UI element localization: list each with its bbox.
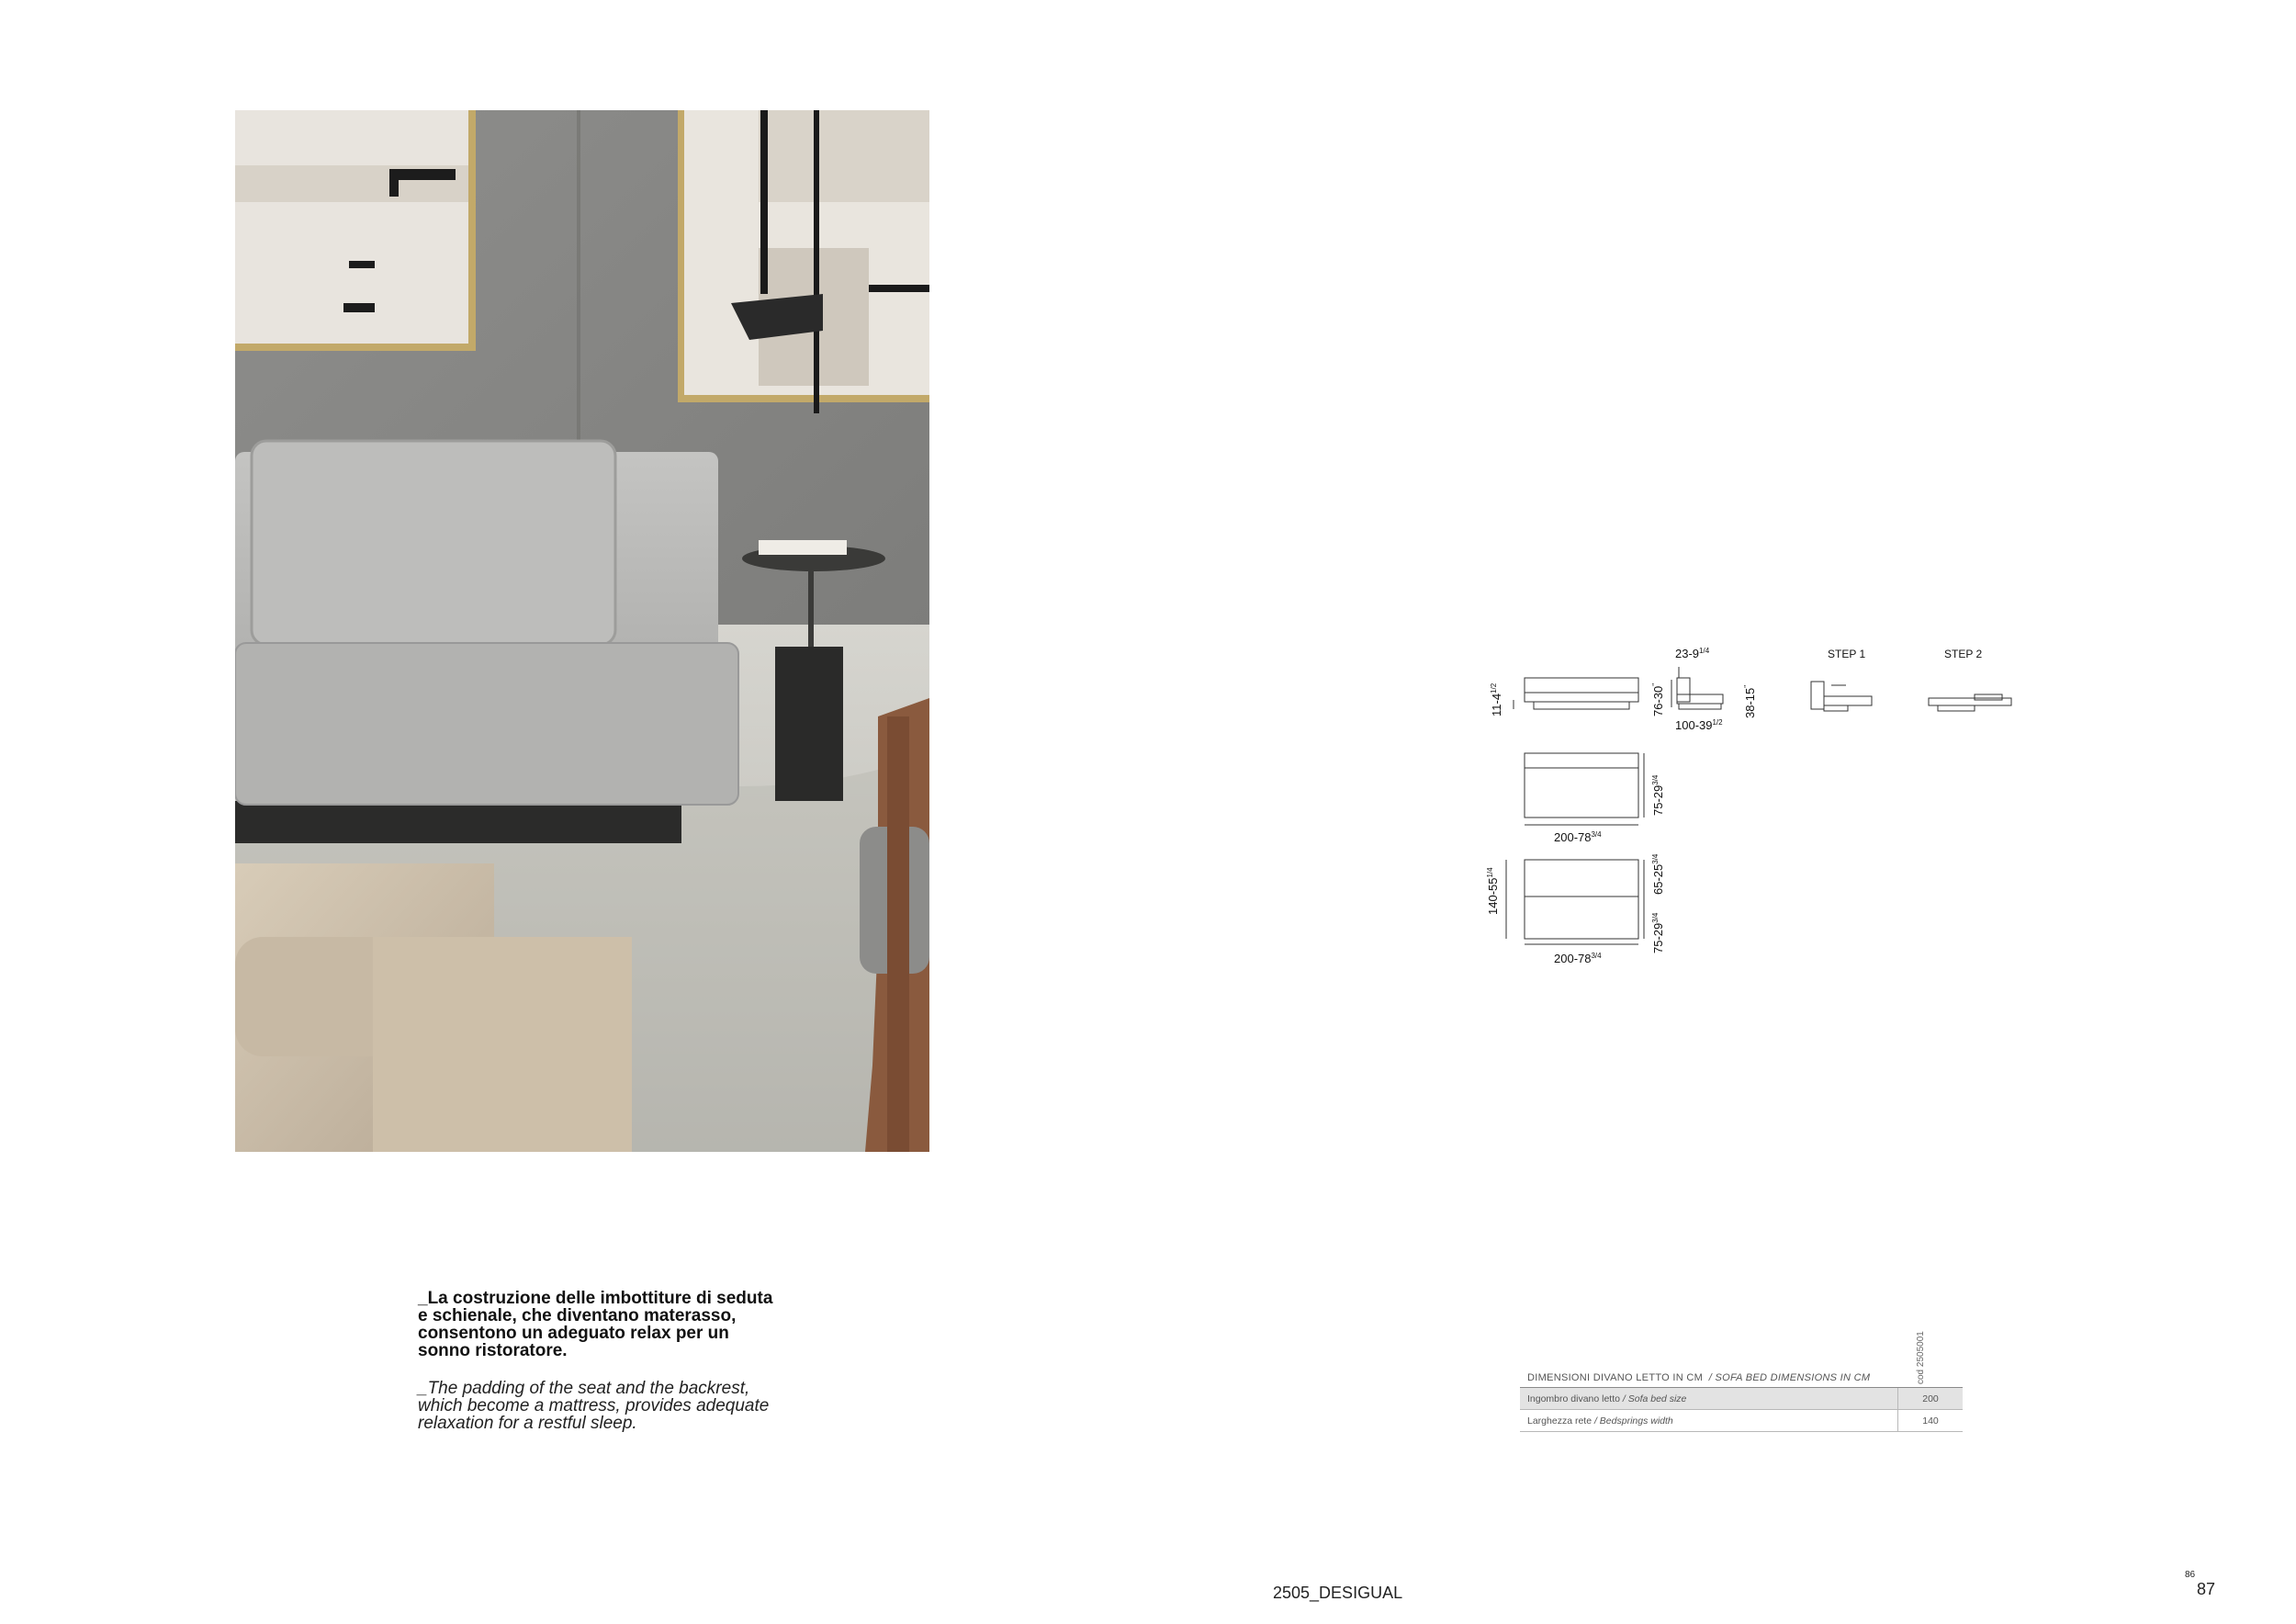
bed-plan — [1525, 860, 1638, 939]
dim-plan-width: $200-78^{3/4}$ — [1554, 830, 1602, 844]
sofa-bed-photo — [235, 110, 929, 1152]
table-row — [1520, 1410, 1963, 1432]
sofa-side-base — [1534, 702, 1629, 709]
sofa-side-seat — [1525, 693, 1638, 702]
dimension-drawings — [1479, 634, 2030, 983]
table-header — [1520, 1331, 1963, 1388]
dim-side-height: $11-4^{1/2}$ — [1490, 682, 1503, 716]
technical-drawings — [1479, 634, 2030, 983]
step2-cushion — [1975, 694, 2002, 700]
dim-seat-height: 38-15" — [1743, 684, 1757, 718]
page-number-right: 87 — [2197, 1580, 2216, 1598]
table-row — [1520, 1388, 1963, 1410]
row-label: Ingombro divano letto / Sofa bed size — [1527, 1393, 1687, 1404]
dim-bed-part2: $75-29^{3/4}$ — [1651, 912, 1665, 953]
table-title-en: / SOFA BED DIMENSIONS IN CM — [1708, 1372, 1871, 1383]
row-label: Larghezza rete / Bedsprings width — [1527, 1415, 1673, 1427]
dim-depth-bottom: $100-39^{1/2}$ — [1675, 718, 1723, 732]
step2-mattress — [1929, 698, 2011, 705]
step1-back — [1811, 682, 1824, 709]
dim-bed-width: $200-78^{3/4}$ — [1554, 952, 1602, 965]
caption-italian: _La costruzione delle imbottiture di seduta e schienale, che diventano materasso, consentono un adeguato relax per un sonno ristoratore. — [418, 1289, 773, 1360]
step1-base — [1824, 705, 1848, 711]
sofa-side-back — [1525, 678, 1638, 693]
dim-depth-top: $23-9^{1/4}$ — [1675, 647, 1710, 660]
table-title-it: DIMENSIONI DIVANO LETTO IN CM — [1527, 1372, 1704, 1383]
table-title — [1527, 1372, 1870, 1383]
footer-brand: 2505_DESIGUAL — [1273, 1584, 1403, 1602]
step2-base — [1938, 705, 1975, 711]
caption-english: _The padding of the seat and the backrest, which become a mattress, provides adequate relaxation for a restful sleep. — [418, 1379, 770, 1433]
dim-bed-depth: $140-55^{1/4}$ — [1486, 867, 1500, 915]
step1-seat — [1824, 696, 1872, 705]
page-number-left: 86 — [2185, 1570, 2196, 1580]
dim-bed-part1: $65-25^{3/4}$ — [1651, 853, 1665, 895]
dim-front-height: 76-30" — [1651, 682, 1665, 716]
product-code-text: cod 2505001 — [1916, 1331, 1926, 1384]
dimensions-table — [1520, 1331, 1963, 1432]
row-value: 140 — [1897, 1410, 1963, 1431]
dim-plan-depth: $75-29^{3/4}$ — [1651, 774, 1665, 816]
sofa-profile-base — [1679, 704, 1721, 709]
step1-label: STEP 1 — [1828, 648, 1866, 660]
row-value: 200 — [1897, 1388, 1963, 1409]
sofa-plan — [1525, 753, 1638, 818]
step2-label: STEP 2 — [1944, 648, 1983, 660]
product-photo — [235, 110, 929, 1152]
sofa-profile-back — [1677, 678, 1690, 702]
